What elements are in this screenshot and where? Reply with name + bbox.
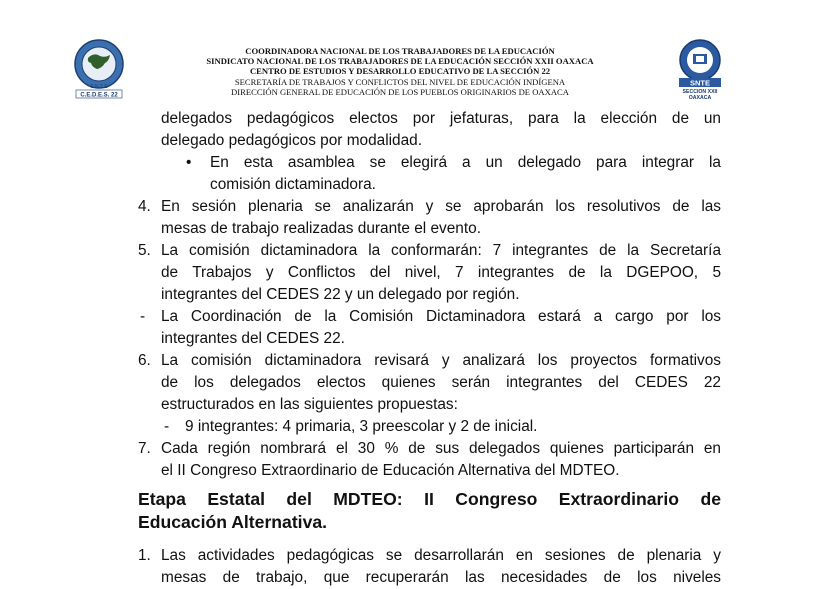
list-item-line: Las actividades pedagógicas se desarrollarán en sesiones de plenaria y xyxy=(161,547,721,564)
list-item-line: En esta asamblea se elegirá a un delegado para integrar la xyxy=(210,154,721,171)
list-number: 6. xyxy=(138,352,151,369)
section-heading: Educación Alternativa. xyxy=(138,512,328,532)
svg-text:SNTE: SNTE xyxy=(689,78,711,88)
list-item-line: integrantes del CEDES 22 y un delegado por región. xyxy=(161,286,520,303)
list-number: 1. xyxy=(138,547,151,564)
header-line-secretaria: SECRETARÍA DE TRABAJOS Y CONFLICTOS DEL NIVEL DE EDUCACIÓN INDÍGENA xyxy=(234,76,566,87)
svg-text:SECCION XXII: SECCION XXII xyxy=(682,89,718,95)
list-item-line: mesas de trabajo realizadas durante el evento. xyxy=(161,220,481,237)
list-item-line: comisión dictaminadora. xyxy=(210,176,376,193)
list-number: 5. xyxy=(138,242,151,259)
header-line-cedes: CENTRO DE ESTUDIOS Y DESARROLLO EDUCATIVO DE LA SECCIÓN 22 xyxy=(249,66,551,77)
list-item-line: integrantes del CEDES 22. xyxy=(161,330,345,347)
list-item-line: el II Congreso Extraordinario de Educación Alternativa del MDTEO. xyxy=(161,462,620,479)
svg-text:C.E.D.E.S. 22: C.E.D.E.S. 22 xyxy=(80,92,118,99)
list-item-line: 9 integrantes: 4 primaria, 3 preescolar y 2 de inicial. xyxy=(185,418,538,435)
list-item-line: Cada región nombrará el 30 % de sus delegados quienes participarán en xyxy=(161,440,721,457)
paragraph-line: delegados pedagógicos electos por jefaturas, para la elección de un xyxy=(161,110,721,127)
list-item-line: La comisión dictaminadora la conformarán: 7 integrantes de la Secretaría xyxy=(161,242,721,259)
list-number: 4. xyxy=(138,198,151,215)
section-heading: Etapa Estatal del MDTEO: II Congreso Extraordinario de xyxy=(138,489,721,509)
list-item-line: de Trabajos y Conflictos del nivel, 7 integrantes de la DGEPOO, 5 xyxy=(161,264,721,281)
paragraph-line: delegado pedagógicos por modalidad. xyxy=(161,132,422,149)
list-number: 7. xyxy=(138,440,151,457)
list-item-line: En sesión plenaria se analizarán y se aprobarán los resolutivos de las xyxy=(161,198,721,215)
dash-marker: - xyxy=(164,418,170,435)
list-item-line: mesas de trabajo, que recuperarán las necesidades de los niveles xyxy=(161,569,721,586)
header-line-direccion: DIRECCIÓN GENERAL DE EDUCACIÓN DE LOS PUEBLOS ORIGINARIOS DE OAXACA xyxy=(231,86,569,97)
list-item-line: La comisión dictaminadora revisará y analizará los proyectos formativos xyxy=(161,352,721,369)
svg-text:OAXACA: OAXACA xyxy=(688,95,712,101)
list-item-line: La Coordinación de la Comisión Dictaminadora estará a cargo por los xyxy=(161,308,721,325)
list-item-line: estructurados en las siguientes propuestas: xyxy=(161,396,458,413)
header-line-snte: SINDICATO NACIONAL DE LOS TRABAJADORES DE LA EDUCACIÓN SECCIÓN XXII OAXACA xyxy=(206,56,594,67)
header-line-cnte: COORDINADORA NACIONAL DE LOS TRABAJADORES DE LA EDUCACIÓN xyxy=(245,46,555,56)
bullet-marker: • xyxy=(186,154,192,171)
svg-text:S N T E: S N T E xyxy=(90,84,108,90)
list-item-line: de los delegados electos quienes serán integrantes del CEDES 22 xyxy=(161,374,721,391)
dash-marker: - xyxy=(140,308,146,325)
